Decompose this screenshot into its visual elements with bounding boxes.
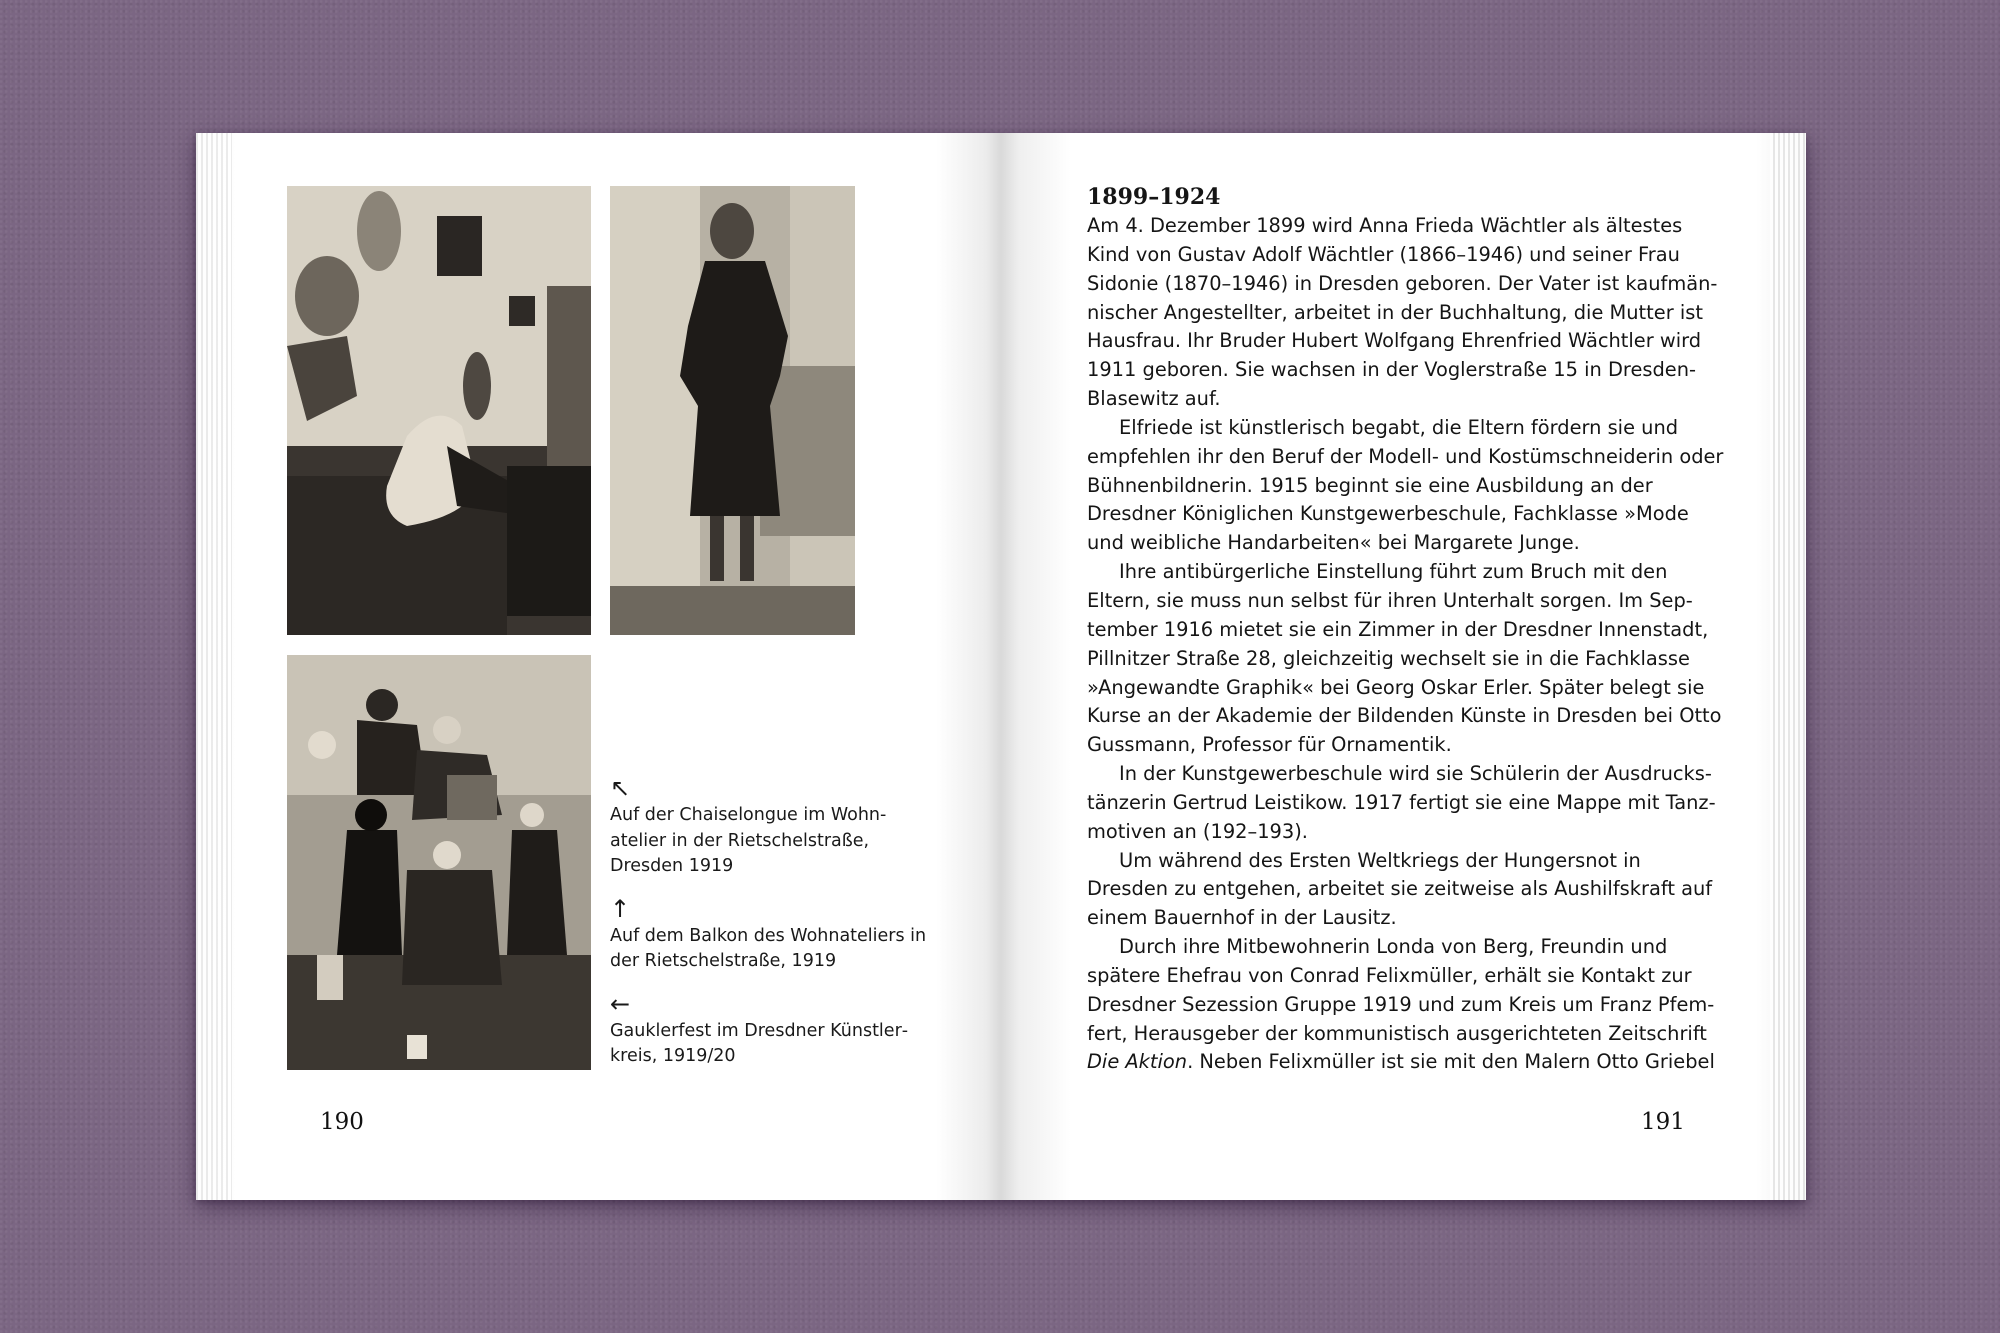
caption-column [610, 775, 930, 1086]
paragraph: In der Kunstgewerbeschule wird sie Schülerin der Ausdruckstänzerin Gertrud Leistikow. 1917 fertigt sie eine Mappe mit Tanzmotiven an (192–193). [1087, 762, 1716, 843]
page-edges-left [196, 133, 232, 1200]
caption-text: Auf der Chaiselongue im Wohnatelier in der Rietschelstraße, Dresden 1919 [610, 805, 887, 876]
section-heading: 1899–1924 [1087, 184, 1221, 210]
arrow-left-icon: ← [610, 989, 631, 1018]
left-page [196, 133, 1001, 1200]
page-number-left: 190 [320, 1109, 364, 1135]
caption-balcony [610, 896, 930, 975]
paragraph-text: Durch ihre Mitbewohnerin Londa von Berg, Freundin und spätere Ehefrau von Conrad Felixmüller, erhält sie Kontakt zur Dresdner Sezession Gruppe 1919 und zum Kreis um Franz Pfemfert, Herausgeber der kommunistisch ausgerichteten Zeitschrift [1087, 935, 1715, 1045]
paragraph-last [1087, 933, 1727, 1077]
paragraph: Um während des Ersten Weltkriegs der Hungersnot in Dresden zu entgehen, arbeitet sie zeitweise als Aushilfskraft auf einem Bauernhof in der Lausitz. [1087, 848, 1713, 930]
page-edges-right [1770, 133, 1806, 1200]
caption-gauklerfest [610, 991, 930, 1070]
paragraph-text-end: . Neben Felixmüller ist sie mit den Malern Otto Griebel [1187, 1050, 1715, 1074]
arrow-up-icon: ↑ [610, 894, 631, 923]
caption-chaiselongue [610, 775, 930, 880]
arrow-up-left-icon: ↖ [610, 774, 631, 802]
photo-gauklerfest [287, 655, 591, 1070]
paragraph: Elfriede ist künstlerisch begabt, die Eltern fördern sie und empfehlen ihr den Beruf der Modell- und Kostümschneiderin oder Bühnenbildnerin. 1915 beginnt sie eine Ausbildung an der Dresdner Königlichen Kunstgewerbeschule, Fachklasse »Mode und weibliche Handarbeiten« bei Margarete Junge. [1087, 415, 1724, 555]
paragraph: Am 4. Dezember 1899 wird Anna Frieda Wächtler als ältestes Kind von Gustav Adolf Wächtler (1866–1946) und seiner Frau Sidonie (1870–1946) in Dresden geboren. Der Vater ist kaufmännischer Angestellter, arbeitet in der Buchhaltung, die Mutter ist Hausfrau. Ihr Bruder Hubert Wolfgang Ehrenfried Wächtler wird 1911 geboren. Sie wachsen in der Voglerstraße 15 in Dresden-Blasewitz auf. [1087, 214, 1718, 411]
photo-balcony [610, 186, 855, 635]
journal-title: Die Aktion [1087, 1050, 1188, 1074]
paragraph: Ihre antibürgerliche Einstellung führt zum Bruch mit den Eltern, sie muss nun selbst für ihren Unterhalt sorgen. Im September 1916 mietet sie ein Zimmer in der Dresdner Innenstadt, Pillnitzer Straße 28, gleichzeitig wechselt sie in die Fachklasse »Angewandte Graphik« bei Georg Oskar Erler. Später belegt sie Kurse an der Akademie der Bildenden Künste in Dresden bei Otto Gussmann, Professor für Ornamentik. [1087, 560, 1722, 757]
caption-text: Gauklerfest im Dresdner Künstlerkreis, 1919/20 [610, 1020, 909, 1066]
caption-text: Auf dem Balkon des Wohnateliers in der Rietschelstraße, 1919 [610, 925, 927, 971]
page-number-right: 191 [1641, 1109, 1685, 1135]
photo-chaiselongue [287, 186, 591, 635]
body-text [1087, 183, 1727, 1077]
